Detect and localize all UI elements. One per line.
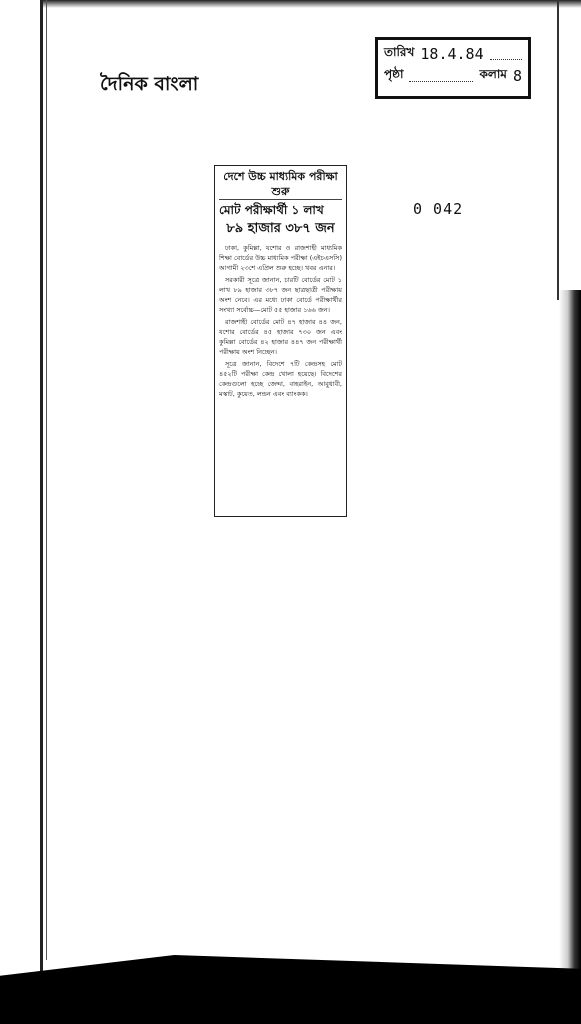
clipping-paragraph: ঢাকা, কুমিল্লা, যশোর ও রাজশাহী মাধ্যমিক শিক্ষা বোর্ডের উচ্চ মাধ্যমিক পরীক্ষা (এইচএসসি) আগামী ২৩শে এপ্রিল শুরু হচ্ছে। খবর এনার। [219, 244, 342, 272]
clipping-paragraph: সূত্রে জানান, বিদেশে ৭টি কেন্দ্রসহ মোট ৪৫২টি পরীক্ষা কেন্দ্র খোলা হয়েছে। বিদেশের কেন্দ্রগুলো হচ্ছে জেদ্দা, বাহরাইন, আবুধাবী, মস্কাট, কুয়েত, লন্ডন এবং ব্যাংকক। [219, 360, 342, 398]
stamp-date-value: 18.4.84 [420, 45, 484, 63]
stamp-date-label: তারিখ [384, 45, 415, 59]
clipping-paragraph: রাজশাহী বোর্ডের মোট ৪৭ হাজার ৪৪ জন, যশোর বোর্ডের ৪৫ হাজার ৭৩০ জন এবং কুমিল্লা বোর্ডের ৪২ হাজার ৪৪৭ জন পরীক্ষার্থী পরীক্ষায় অংশ নিচ্ছেন। [219, 318, 342, 356]
document-number: 0 042 [413, 200, 464, 218]
bottom-scan-shadow [0, 955, 581, 1024]
clipping-subheadline: মোট পরীক্ষার্থী ১ লাখ [219, 203, 324, 217]
left-margin-line-inner [46, 0, 47, 960]
stamp-page-row [384, 65, 522, 87]
stamp-dots [490, 49, 522, 60]
date-stamp [375, 37, 531, 99]
stamp-page-label: পৃষ্ঠা [384, 67, 404, 81]
left-margin-line [40, 0, 43, 1024]
clipping-main-figure: ৮৯ হাজার ৩৮৭ জন [226, 221, 335, 236]
stamp-column-label: কলাম [479, 67, 507, 81]
stamp-column-value: 8 [512, 67, 522, 85]
newspaper-clipping [214, 165, 347, 517]
right-edge-fold [557, 0, 573, 300]
right-edge-shadow [559, 290, 581, 990]
newspaper-name: দৈনিক বাংলা [100, 73, 199, 95]
clipping-body [219, 243, 342, 399]
top-edge-shadow [40, 0, 581, 8]
stamp-date-row [384, 43, 522, 65]
stamp-dots [409, 71, 473, 82]
clipping-headline: দেশে উচ্চ মাধ্যমিক পরীক্ষা শুরু [219, 169, 342, 200]
clipping-paragraph: সরকারী সূত্রে জানান, চারটি বোর্ডের মোট ১ লাখ ৮৯ হাজার ৩৮৭ জন ছাত্রছাত্রী পরীক্ষায় অংশ নেবে। এর মধ্যে ঢাকা বোর্ডে পরীক্ষার্থীর সংখ্যা সর্বোচ্চ—মোট ৫৫ হাজার ১৬৬ জন। [219, 276, 342, 314]
